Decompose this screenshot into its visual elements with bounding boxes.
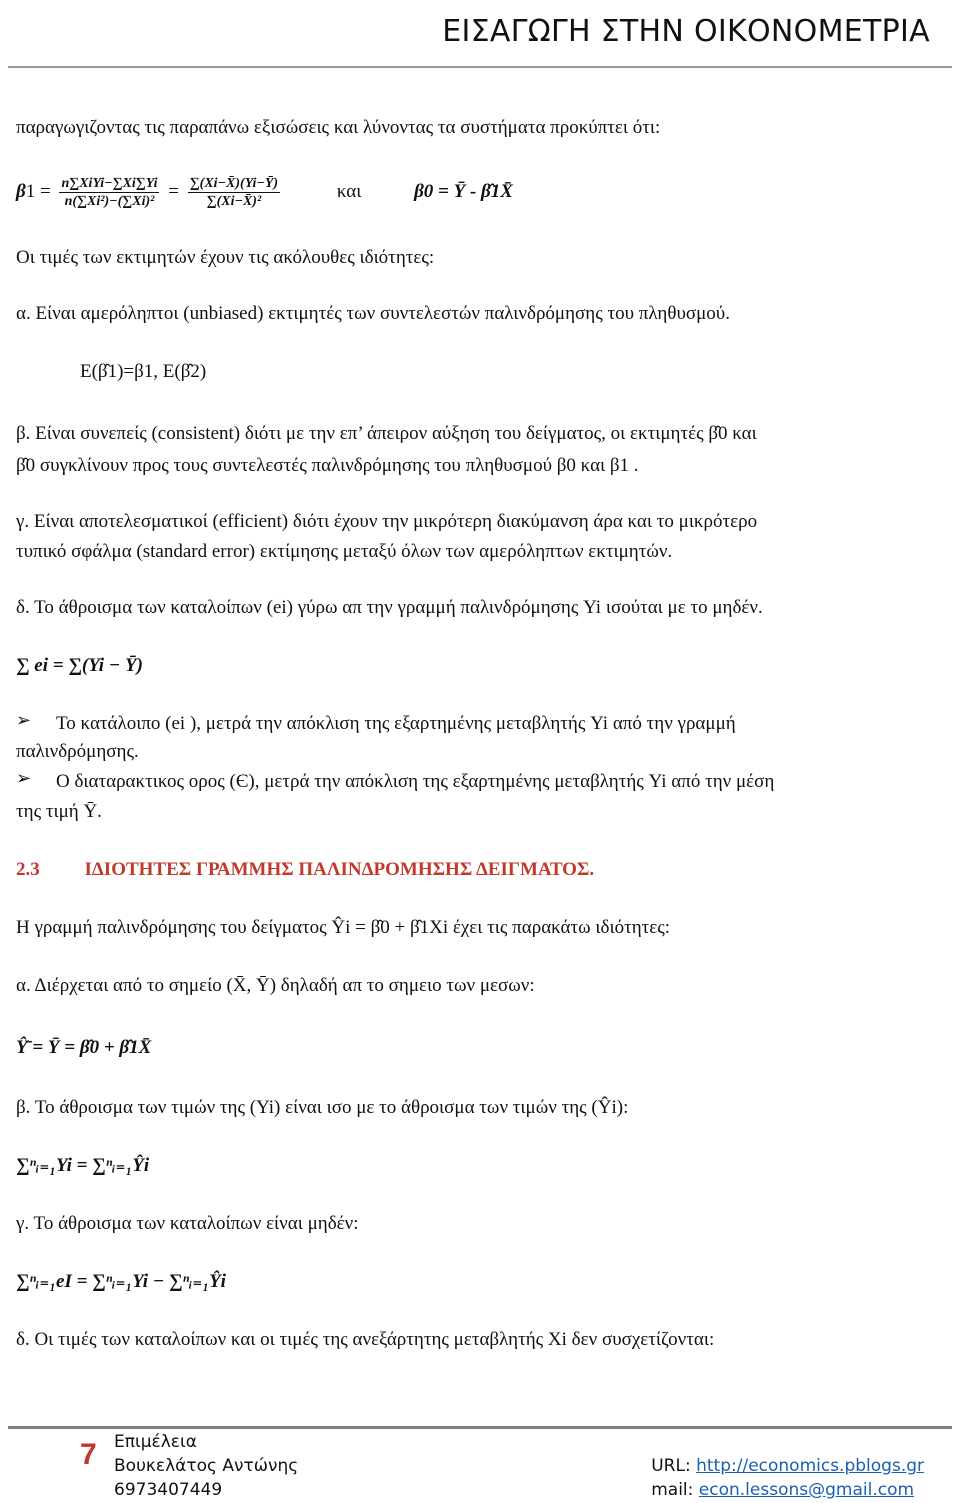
regression-line-intro: Η γραμμή παλινδρόμησης του δείγματος Ŷi = β̂0 + β̂1Xi έχει τις παρακάτω ιδιότητες: — [16, 917, 671, 938]
website-link[interactable]: http://economics.pblogs.gr — [696, 1456, 924, 1476]
bullet-1-line2: παλινδρόμησης. — [16, 741, 139, 762]
page-header — [0, 0, 960, 72]
page-footer — [0, 1418, 960, 1503]
footer-divider — [8, 1426, 952, 1429]
page-number: 7 — [80, 1438, 97, 1471]
section-heading — [16, 856, 910, 884]
footer-contact — [651, 1454, 924, 1502]
editor-phone: 6973407449 — [114, 1480, 223, 1500]
formula-fraction-1: $\frac{\text{n∑XiYi−∑Xi∑Yi}}{\text{n(∑Xi²)−(∑Xi)²}}$ — [61, 176, 158, 210]
property-a-formula: E(β̂1)=β1, E(β̂2) — [80, 361, 207, 382]
header-divider — [8, 66, 952, 68]
intro-text: παραγωγιζοντας τις παραπάνω εξισώσεις και λύνοντας τα συστήματα προκύπτει ότι: — [16, 117, 661, 138]
url-label: URL: — [651, 1456, 691, 1476]
property-a: α. Είναι αμερόληπτοι (unbiased) εκτιμητές των συντελεστών παλινδρόμησης του πληθυσμού. — [16, 303, 730, 324]
property-b-line2: β̂0 συγκλίνουν προς τους συντελεστές παλινδρόμησης του πληθυσμού β0 και β1 . — [16, 455, 639, 476]
sample-property-c-formula: ∑ⁿᵢ₌₁eI = ∑ⁿᵢ₌₁Yi − ∑ⁿᵢ₌₁Ŷi — [16, 1271, 226, 1292]
arrow-bullet-icon: ➢ — [16, 768, 32, 788]
email-link[interactable]: econ.lessons@gmail.com — [698, 1480, 915, 1500]
bullet-1-line1: Το κατάλοιπο (ei ), μετρά την απόκλιση της εξαρτημένης μεταβλητής Yi από την γραμμή — [56, 713, 736, 734]
sample-property-c: γ. Το άθροισμα των καταλοίπων είναι μηδέν: — [16, 1213, 359, 1234]
property-d-formula: ∑ ei = ∑(Yi − Ȳ) — [16, 655, 143, 676]
mail-label: mail: — [651, 1480, 694, 1500]
footer-editor — [114, 1430, 298, 1502]
section-number: 2.3 — [16, 859, 40, 880]
sample-property-a-formula: Ŷ̄ = Ȳ = β̂0 + β̂1X̄ — [16, 1037, 152, 1058]
property-b-line1: β. Είναι συνεπείς (consistent) διότι με την επ’ άπειρον αύξηση του δείγματος, οι εκτιμητές β̂0 και — [16, 423, 757, 444]
editor-name: Βουκελάτος Αντώνης — [114, 1456, 299, 1476]
bullet-2-line1: Ο διαταρακτικος ορος (Є), μετρά την απόκλιση της εξαρτημένης μεταβλητής Yi από την μέση — [56, 771, 775, 792]
bullet-2-line2: της τιμή Ȳ. — [16, 801, 102, 822]
sample-property-b-formula: ∑ⁿᵢ₌₁Yi = ∑ⁿᵢ₌₁Ŷi — [16, 1155, 150, 1176]
editor-label: Επιμέλεια — [114, 1432, 197, 1452]
arrow-bullet-icon: ➢ — [16, 710, 32, 730]
property-d: δ. Το άθροισμα των καταλοίπων (ei) γύρω απ την γραμμή παλινδρόμησης Yi ισούται με το μηδέν. — [16, 597, 763, 618]
formula-fraction-2: $\frac{\sum(Xi-X̄)(Yi-Ȳ)}{\text{∑(Xi−X̄)²}}$ — [189, 176, 279, 210]
sample-property-a: α. Διέρχεται από το σημείο (X̄, Ȳ) δηλαδή απ το σημειο των μεσων: — [16, 975, 535, 996]
properties-intro: Οι τιμές των εκτιμητών έχουν τις ακόλουθες ιδιότητες: — [16, 247, 435, 268]
sample-property-b: β. Το άθροισμα των τιμών της (Yi) είναι ισο με το άθροισμα των τιμών της (Ŷi): — [16, 1097, 629, 1118]
property-c-line1: γ. Είναι αποτελεσματικοί (efficient) διότι έχουν την μικρότερη διακύμανση άρα και το μικρότερο — [16, 511, 758, 532]
formula-and: και — [336, 181, 362, 202]
formula-rhs: 0 = Ȳ - β̂1X̄ — [423, 181, 513, 202]
property-c-line2: τυπικό σφάλμα (standard error) εκτίμησης μεταξύ όλων των αμερόληπτων εκτιμητών. — [16, 541, 673, 562]
formula-beta1: β1 = $\frac{\text{n∑XiYi−∑Xi∑Yi}}{\text{n(∑Xi²)−(∑Xi)²}}$ = $\frac{\sum(Xi-X̄)(Yi-Ȳ)}{\text{∑(Xi−X̄)²}}$ και β0 = Ȳ - β̂1X̄ — [16, 176, 513, 210]
section-title: ΙΔΙΟΤΗΤΕΣ ΓΡΑΜΜΗΣ ΠΑΛΙΝΔΡΟΜΗΣΗΣ ΔΕΙΓΜΑΤΟΣ. — [84, 859, 595, 880]
formula-lhs: 1 = — [25, 181, 51, 202]
header-title: ΕΙΣΑΓΩΓΗ ΣΤΗΝ ΟΙΚΟΝΟΜΕΤΡΙΑ — [442, 14, 930, 49]
sample-property-d: δ. Οι τιμές των καταλοίπων και οι τιμές της ανεξάρτητης μεταβλητής Xi δεν συσχετίζονται: — [16, 1329, 715, 1350]
